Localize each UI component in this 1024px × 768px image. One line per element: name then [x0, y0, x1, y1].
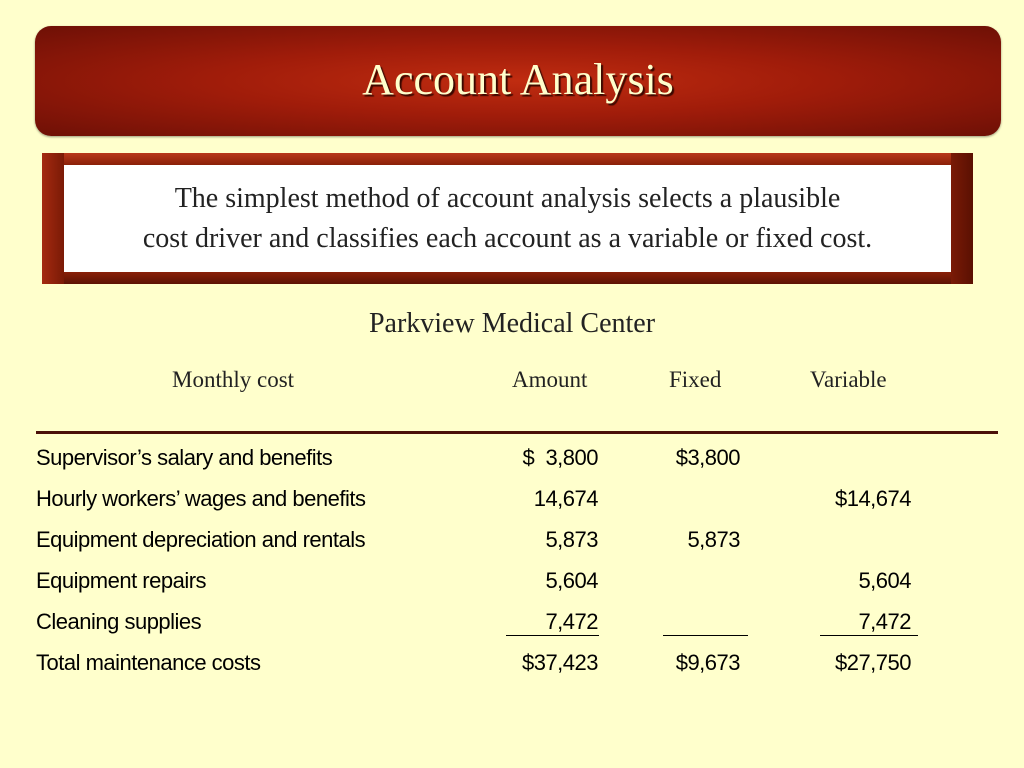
frame-bevel-bottom [42, 272, 973, 284]
column-header-variable: Variable [810, 367, 887, 392]
table-row [0, 605, 1024, 639]
column-header-amount: Amount [512, 367, 588, 392]
row-amount: $37,423 [521, 650, 598, 675]
row-variable: $27,750 [834, 650, 911, 675]
row-label: Hourly workers’ wages and benefits [36, 486, 366, 511]
column-header-monthly-cost: Monthly cost [172, 367, 295, 392]
table-row-total [0, 646, 1024, 680]
row-variable: $14,674 [834, 486, 911, 511]
table-row [0, 564, 1024, 598]
table-row [0, 441, 1024, 475]
row-amount: 14,674 [533, 486, 598, 511]
table-row [0, 523, 1024, 557]
row-variable: 5,604 [858, 568, 911, 593]
column-header-fixed: Fixed [669, 367, 722, 392]
definition-frame [42, 153, 973, 284]
row-variable: 7,472 [858, 609, 911, 634]
frame-bevel-right [951, 153, 973, 284]
slide-title: Account Analysis [362, 55, 674, 104]
row-fixed: $9,673 [675, 650, 740, 675]
row-label: Supervisor’s salary and benefits [36, 445, 333, 470]
row-fixed: $3,800 [675, 445, 740, 470]
row-fixed: 5,873 [687, 527, 740, 552]
row-amount: 5,604 [545, 568, 598, 593]
frame-bevel-left [42, 153, 64, 284]
row-label: Equipment repairs [36, 568, 207, 593]
row-label: Total maintenance costs [36, 650, 261, 675]
table-row [0, 482, 1024, 516]
definition-line-2: cost driver and classifies each account as a variable or fixed cost. [142, 222, 873, 254]
organization-name: Parkview Medical Center [368, 308, 656, 339]
row-label: Equipment depreciation and rentals [36, 527, 366, 552]
definition-text [143, 179, 872, 259]
subtotal-underline-amount [506, 635, 599, 636]
definition-box [64, 165, 951, 272]
row-amount: $ 3,800 [522, 445, 598, 470]
row-label: Cleaning supplies [36, 609, 202, 634]
row-amount: 7,472 [545, 609, 598, 634]
header-rule [36, 431, 998, 434]
row-amount: 5,873 [545, 527, 598, 552]
subtotal-underline-variable [820, 635, 918, 636]
title-banner [35, 26, 1001, 136]
frame-bevel-top [42, 153, 973, 165]
definition-line-1: The simplest method of account analysis selects a plausible [174, 182, 841, 214]
subtotal-underline-fixed [663, 635, 748, 636]
